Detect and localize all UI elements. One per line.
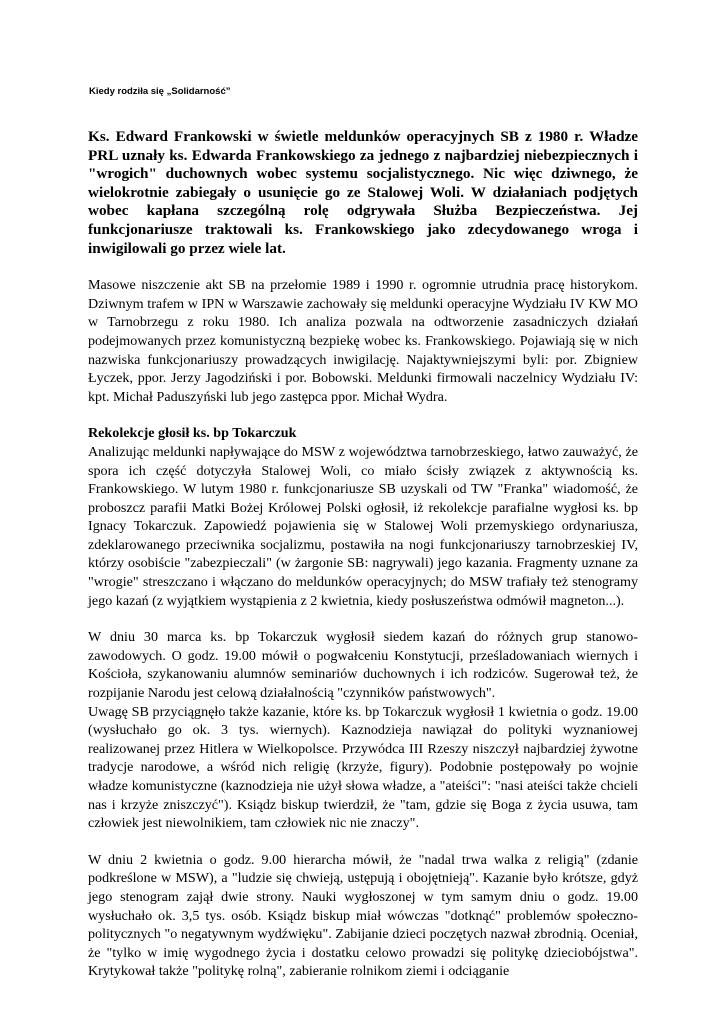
- article-body: [88, 128, 638, 999]
- paragraph-2: Analizując meldunki napływające do MSW z województwa tarnobrzeskiego, łatwo zauważyć, że spora ich część dotyczyła Stalowej Woli, co miało ścisły związek z aktywnością ks. Frankowskiego. W lutym 1980 r. funkcjonariusze SB uzyskali od TW "Franka" wiadomość, że proboszcz parafii Matki Bożej Królowej Polski ogłosił, iż rekolekcje parafialne wygłosi ks. bp Ignacy Tokarczuk. Zapowiedź pojawienia się w Stalowej Woli przemyskiego ordynariusza, zdeklarowanego przeciwnika socjalizmu, postawiła na nogi funkcjonariuszy tarnobrzeskiej IV, którzy osobiście "zabezpieczali" (w żargonie SB: nagrywali) jego kazania. Fragmenty uznane za "wrogie" streszczano i włączano do meldunków operacyjnych; do MSW trafiały też stenogramy jego kazań (z wyjątkiem wystąpienia z 2 kwietnia, kiedy posłuszeństwa odmówił magneton...).: [88, 443, 638, 609]
- article-lead: Ks. Edward Frankowski w świetle meldunków operacyjnych SB z 1980 r. Władze PRL uznały ks. Edwarda Frankowskiego za jednego z najbardziej niebezpiecznych i "wrogich" duchownych wobec systemu socjalistycznego. Nic więc dziwnego, że wielokrotnie zabiegały o usunięcie go ze Stalowej Woli. W działaniach podjętych wobec kapłana szczególną rolę odgrywała Służba Bezpieczeństwa. Jej funkcjonariusze traktowali ks. Frankowskiego jako zdecydowanego wroga i inwigilowali go przez wiele lat.: [88, 128, 638, 257]
- paragraph-1: Masowe niszczenie akt SB na przełomie 1989 i 1990 r. ogromnie utrudnia pracę historykom. Dziwnym trafem w IPN w Warszawie zachowały się meldunki operacyjne Wydziału IV KW MO w Tarnobrzegu z roku 1980. Ich analiza pozwala na odtworzenie zasadniczych działań podejmowanych przez komunistyczną bezpiekę wobec ks. Frankowskiego. Pojawiają się w nich nazwiska funkcjonariuszy prowadzących inwigilację. Najaktywniejszymi byli: por. Zbigniew Łyczek, ppor. Jerzy Jagodziński i por. Bobowski. Meldunki firmowali naczelnicy Wydziału IV: kpt. Michał Paduszyński lub jego zastępca ppor. Michał Wydra.: [88, 277, 638, 405]
- paragraph-3: W dniu 30 marca ks. bp Tokarczuk wygłosił siedem kazań do różnych grup stanowo-zawodowych. O godz. 19.00 mówił o pogwałceniu Konstytucji, prześladowaniach wiernych i Kościoła, szykanowaniu alumnów seminariów duchownych i ich rodziców. Sugerował też, że rozpijanie Narodu jest celową działalnością "czynników państwowych".: [88, 629, 638, 702]
- page-header: Kiedy rodziła się „Solidarność”: [89, 86, 231, 97]
- section-title: Rekolekcje głosił ks. bp Tokarczuk: [88, 425, 297, 442]
- paragraph-4: Uwagę SB przyciągnęło także kazanie, które ks. bp Tokarczuk wygłosił 1 kwietnia o godz. 19.00 (wysłuchało go ok. 3 tys. wiernych). Kaznodzieja nawiązał do polityki wyznaniowej realizowanej przez Hitlera w Wielkopolsce. Przywódca III Rzeszy niszczył najbardziej żywotne tradycje narodowe, a wśród nich religię (krzyże, figury). Podobnie postępowały po wojnie władze komunistyczne (kaznodzieja nie użył słowa władze, a "ateiści": "nasi ateiści także chcieli nas i krzyże zniszczyć"). Ksiądz biskup twierdził, że "tam, gdzie się Boga z życia usuwa, tam człowiek jest niewolnikiem, tam człowiek nic nie znaczy".: [88, 703, 638, 832]
- paragraph-5: W dniu 2 kwietnia o godz. 9.00 hierarcha mówił, że "nadal trwa walka z religią" (zdanie podkreślone w MSW), a "ludzie się chwieją, ustępują i obojętnieją". Kazanie było krótsze, gdyż jego stenogram zajął dwie strony. Nauki wygłoszonej w tym samym dniu o godz. 19.00 wysłuchało ok. 3,5 tys. osób. Ksiądz biskup miał wówczas "dotknąć" problemów społeczno-politycznych "o negatywnym wydźwięku". Zabijanie dzieci poczętych nazwał zbrodnią. Oceniał, że "tylko w imię wygodnego życia i dostatku celowo prowadzi się politykę dzieciobójstwa". Krytykował także "politykę rolną", zabieranie rolnikom ziemi i odciąganie: [88, 851, 638, 980]
